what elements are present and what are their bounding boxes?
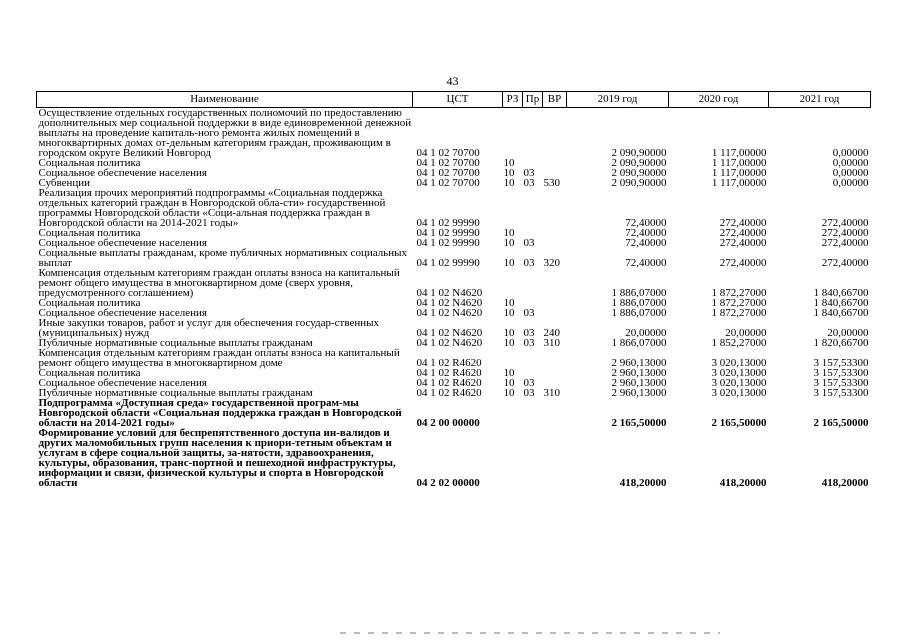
cell-rz: 10 (503, 377, 515, 389)
table-row (37, 188, 871, 228)
cell-2019: 1 886,07000 (611, 297, 667, 309)
cell-2020: 2 165,50000 (711, 417, 767, 429)
cell-name: Социальное обеспечение населения (38, 307, 207, 319)
cell-cst: 04 1 02 99990 (416, 217, 480, 229)
cell-pr (523, 428, 543, 488)
cell-cst: 04 1 02 R4620 (416, 387, 482, 399)
page-number: 43 (446, 74, 459, 88)
cell-vr (543, 238, 567, 248)
cell-name: Социальная политика (38, 367, 141, 379)
cell-2020: 1 872,27000 (711, 297, 767, 309)
cell-rz: 10 (503, 297, 515, 309)
cell-rz: 10 (503, 327, 515, 339)
cell-2021: 3 157,53300 (813, 387, 869, 399)
cell-rz (503, 428, 523, 488)
cell-2020: 3 020,13000 (711, 377, 767, 389)
cell-name: Осуществление отдельных государственных полномочий по предоставлению дополнительных мер социальной поддержки в виде единовременной денежной выплаты на проведение капиталь-ного ремонта жилых помещений в многоквартирных домах от-дельным категориям граждан, проживающим в городском округе Великий Новгород (38, 107, 412, 159)
header-cst: ЦСТ (413, 92, 503, 108)
cell-cst: 04 1 02 N4620 (416, 327, 483, 339)
cell-pr: 03 (523, 177, 535, 189)
cell-vr (543, 108, 567, 159)
cell-2020: 1 872,27000 (711, 287, 767, 299)
cell-name: Компенсация отдельным категориям граждан оплаты взноса на капитальный ремонт общего имущества в многоквартирном доме (сверх уровня, предусмотренного соглашением) (38, 267, 400, 299)
cell-vr (543, 228, 567, 238)
cell-2020: 1 117,00000 (711, 147, 767, 159)
cell-2021: 0,00000 (832, 167, 869, 179)
cell-rz: 10 (503, 257, 515, 269)
cell-vr: 530 (543, 177, 560, 189)
cell-2019: 1 886,07000 (611, 307, 667, 319)
cell-cst: 04 1 02 N4620 (416, 337, 483, 349)
cell-pr: 03 (523, 337, 535, 349)
cell-2021: 1 840,66700 (813, 287, 869, 299)
cell-2020: 20,00000 (725, 327, 767, 339)
cell-cst: 04 2 02 00000 (416, 477, 480, 489)
cell-rz: 10 (503, 157, 515, 169)
cell-2019: 20,00000 (625, 327, 667, 339)
cell-2019: 2 960,13000 (611, 357, 667, 369)
cell-name: Иные закупки товаров, работ и услуг для обеспечения государ-ственных (муниципальных) нужд (38, 317, 380, 339)
cell-2020: 3 020,13000 (711, 367, 767, 379)
cell-2021: 1 820,66700 (813, 337, 869, 349)
cell-2021: 272,40000 (821, 217, 869, 229)
cell-2020: 3 020,13000 (711, 357, 767, 369)
cell-2019: 2 165,50000 (611, 417, 667, 429)
header-row (37, 92, 871, 108)
cell-vr (543, 188, 567, 228)
cell-2020: 1 872,27000 (711, 307, 767, 319)
cell-vr (543, 298, 567, 308)
cell-name: Публичные нормативные социальные выплаты гражданам (38, 387, 313, 399)
cell-pr: 03 (523, 387, 535, 399)
cell-vr: 310 (543, 337, 560, 349)
cell-pr: 03 (523, 377, 535, 389)
cell-cst: 04 1 02 70700 (416, 177, 480, 189)
cell-cst: 04 1 02 R4620 (416, 377, 482, 389)
cell-2019: 72,40000 (625, 227, 667, 239)
cell-vr (543, 348, 567, 368)
cell-2021: 3 157,53300 (813, 367, 869, 379)
cell-name: Компенсация отдельным категориям граждан оплаты взноса на капитальный ремонт общего имущества в многоквартирном доме (38, 347, 400, 369)
cell-cst: 04 1 02 70700 (416, 147, 480, 159)
cell-2019: 2 090,90000 (611, 167, 667, 179)
cell-rz: 10 (503, 167, 515, 179)
cell-cst: 04 1 02 R4620 (416, 357, 482, 369)
cell-2021: 1 840,66700 (813, 297, 869, 309)
cell-2021: 2 165,50000 (813, 417, 869, 429)
header-2020: 2020 год (669, 92, 769, 108)
header-name: Наименование (37, 92, 413, 108)
cell-2019: 72,40000 (625, 217, 667, 229)
cell-name: Социальное обеспечение населения (38, 377, 207, 389)
cell-2021: 272,40000 (821, 237, 869, 249)
cell-2021: 0,00000 (832, 157, 869, 169)
cell-2021: 418,20000 (821, 477, 869, 489)
cell-vr (543, 308, 567, 318)
header-2021: 2021 год (769, 92, 871, 108)
header-2019: 2019 год (567, 92, 669, 108)
cell-rz (503, 398, 523, 428)
cell-pr: 03 (523, 167, 535, 179)
cell-2021: 272,40000 (821, 227, 869, 239)
scan-artifact-line (340, 632, 720, 634)
cell-2019: 72,40000 (625, 257, 667, 269)
cell-vr (543, 268, 567, 298)
cell-2019: 1 866,07000 (611, 337, 667, 349)
table-row (37, 108, 871, 159)
cell-2020: 1 852,27000 (711, 337, 767, 349)
cell-rz (503, 108, 523, 159)
table-row (37, 398, 871, 428)
cell-name: Социальная политика (38, 297, 141, 309)
cell-vr (543, 158, 567, 168)
table-row (37, 248, 871, 268)
cell-name: Субвенции (38, 177, 91, 189)
cell-2021: 20,00000 (827, 327, 869, 339)
cell-name: Реализация прочих мероприятий подпрограммы «Социальная поддержка отдельных категорий граждан в Новгородской обла-сти» государственной программы Новгородской области «Соци-альная поддержка граждан в Новгородской области на 2014-2021 годы» (38, 187, 386, 229)
cell-name: Социальные выплаты гражданам, кроме публичных нормативных социальных выплат (38, 247, 407, 269)
cell-2019: 2 960,13000 (611, 367, 667, 379)
cell-2020: 3 020,13000 (711, 387, 767, 399)
cell-2019: 2 090,90000 (611, 177, 667, 189)
cell-2020: 272,40000 (719, 257, 767, 269)
cell-cst: 04 1 02 99990 (416, 237, 480, 249)
cell-vr: 240 (543, 327, 560, 339)
cell-cst: 04 1 02 R4620 (416, 367, 482, 379)
budget-table-wrapper (36, 91, 870, 488)
cell-name: Подпрограмма «Доступная среда» государственной програм-мы Новгородской области «Социальная поддержка граждан в Новгородской области на 2014-2021 годы» (38, 397, 402, 429)
table-row (37, 348, 871, 368)
cell-name: Публичные нормативные социальные выплаты гражданам (38, 337, 313, 349)
cell-2019: 1 886,07000 (611, 287, 667, 299)
cell-pr (523, 348, 543, 368)
cell-2019: 2 090,90000 (611, 147, 667, 159)
cell-cst: 04 1 02 N4620 (416, 287, 483, 299)
cell-pr: 03 (523, 237, 535, 249)
cell-2019: 2 960,13000 (611, 377, 667, 389)
budget-table (36, 91, 871, 488)
cell-rz: 10 (503, 237, 515, 249)
cell-pr: 03 (523, 327, 535, 339)
table-row (37, 318, 871, 338)
cell-pr (523, 268, 543, 298)
cell-rz: 10 (503, 227, 515, 239)
cell-rz: 10 (503, 177, 515, 189)
cell-cst: 04 1 02 N4620 (416, 297, 483, 309)
cell-name: Социальное обеспечение населения (38, 237, 207, 249)
cell-2020: 272,40000 (719, 237, 767, 249)
cell-name: Социальная политика (38, 157, 141, 169)
cell-cst: 04 1 02 70700 (416, 157, 480, 169)
cell-cst: 04 1 02 99990 (416, 227, 480, 239)
header-vr: ВР (543, 92, 567, 108)
table-header (37, 92, 871, 108)
cell-vr: 320 (543, 257, 560, 269)
cell-pr (523, 398, 543, 428)
cell-2019: 2 090,90000 (611, 157, 667, 169)
table-row (37, 428, 871, 488)
cell-2021: 3 157,53300 (813, 377, 869, 389)
cell-2019: 418,20000 (619, 477, 667, 489)
cell-pr (523, 188, 543, 228)
cell-name: Социальная политика (38, 227, 141, 239)
cell-rz: 10 (503, 337, 515, 349)
cell-rz (503, 268, 523, 298)
cell-2021: 3 157,53300 (813, 357, 869, 369)
cell-rz: 10 (503, 307, 515, 319)
cell-2021: 0,00000 (832, 177, 869, 189)
cell-vr (543, 398, 567, 428)
cell-name: Формирование условий для беспрепятственного доступа ин-валидов и других маломобильных групп населения к приори-тетным объектам и услугам в сфере социальной защиты, за-нятости, здравоохранения, культуры, образования, транс-портной и пешеходной инфраструктуры, информации и связи, физической культуры и спорта в Новгородской области (38, 427, 396, 489)
cell-rz: 10 (503, 367, 515, 379)
cell-cst: 04 2 00 00000 (416, 417, 480, 429)
cell-vr (543, 428, 567, 488)
cell-pr: 03 (523, 257, 535, 269)
cell-2020: 272,40000 (719, 217, 767, 229)
cell-vr (543, 368, 567, 378)
cell-pr: 03 (523, 307, 535, 319)
cell-cst: 04 1 02 70700 (416, 167, 480, 179)
cell-vr: 310 (543, 387, 560, 399)
cell-2020: 418,20000 (719, 477, 767, 489)
cell-2021: 0,00000 (832, 147, 869, 159)
cell-2021: 272,40000 (821, 257, 869, 269)
cell-2021: 1 840,66700 (813, 307, 869, 319)
cell-rz (503, 348, 523, 368)
header-rz: РЗ (503, 92, 523, 108)
cell-cst: 04 1 02 99990 (416, 257, 480, 269)
cell-2020: 1 117,00000 (711, 157, 767, 169)
cell-2020: 272,40000 (719, 227, 767, 239)
cell-pr (523, 108, 543, 159)
cell-rz (503, 188, 523, 228)
table-row (37, 268, 871, 298)
header-pr: Пр (523, 92, 543, 108)
table-body (37, 108, 871, 489)
cell-2019: 2 960,13000 (611, 387, 667, 399)
cell-name: Социальное обеспечение населения (38, 167, 207, 179)
cell-2019: 72,40000 (625, 237, 667, 249)
cell-cst: 04 1 02 N4620 (416, 307, 483, 319)
cell-2020: 1 117,00000 (711, 177, 767, 189)
cell-rz: 10 (503, 387, 515, 399)
cell-2020: 1 117,00000 (711, 167, 767, 179)
